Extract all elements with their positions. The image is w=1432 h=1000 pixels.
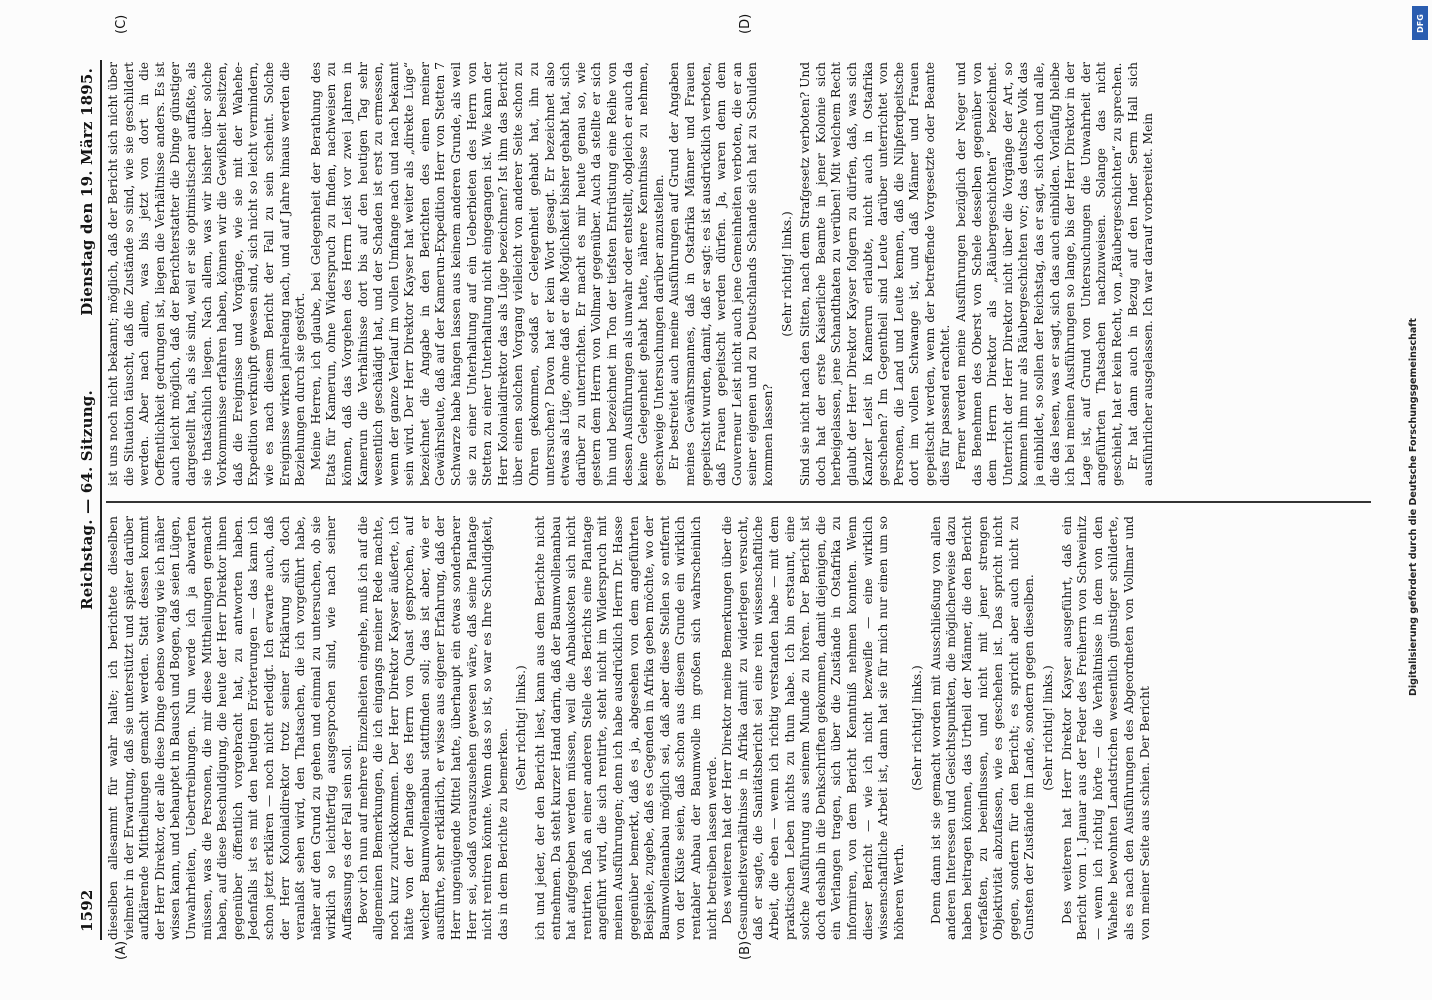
interjection: (Sehr richtig! links.) [779,211,794,337]
paragraph: Des weiteren hat der Herr Direktor meine Bemerkungen über die Gesundheitsverhältnisse in Afrika damit zu widerlegen versucht, daß er sagte, die Sanitätsbericht sei eine rein wissenschaftliche Arbeit, die eben — wenn ich richtig verstanden habe — mit dem praktischen Leben nichts zu thun habe. Ich bin erstaunt, eine solche Ausführung aus seinem Munde zu hören. Der Bericht ist doch deshalb in die Denkschriften gekommen, damit diejenigen, die ein Verlangen tragen, sich über die Zustände in Ostafrika zu informiren, von dem Bericht Kenntniß nehmen konnten. Wenn dieser Bericht — wie ich nicht bezweifle — eine wirklich wissenschaftliche Arbeit ist, dann hat sie für mich nur einen um so höheren Werth. [720,516,906,940]
paragraph: ich und jeder, der den Bericht liest, kann aus dem Berichte nicht entnehmen. Da steht kurzer Hand darin, daß der Baumwollenanbau hat aufgegeben werden müssen, weil die Anbaukosten sich nicht rentirten. Daß an einer anderen Stelle des Berichts eine Plantage angeführt wird, die sich rentirte, steht nicht im Widerspruch mit meinen Ausführungen; denn ich habe ausdrücklich Herrn Dr. Hasse gegenüber bemerkt, daß es ja, abgesehen von dem angeführten Beispiele, zugebe, daß es Gegenden in Afrika geben möchte, wo der Baumwollenanbau möglich sei, daß aber diese Stellen so entfernt von der Küste seien, daß schon aus diesem Grunde ein wirklich rentabler Anbau der Baumwolle im großen sich wahrscheinlich nicht betreiben lassen werde. [533,516,719,940]
paragraph: Meine Herren, ich glaube, bei Gelegenheit der Berathung des Etats für Kamerun, ohne Widerspruch zu finden, nachweisen zu können, daß das Vorgehen des Herrn Leist vor zwei Jahren in Kamerun die Verhältnisse dort bis auf den heutigen Tag sehr wesentlich geschädigt hat, und der Schaden ist erst zu ermessen, wenn der ganze Verlauf im vollen Umfange nach und nach bekannt sein wird. Der Herr Direktor Kayser hat weiter als „direkte Lüge“ bezeichnet die Angabe in den Berichten des einen meiner Gewährsleute, daß auf der Kamerun-Expedition Herr von Stetten 7 Schwarze habe hängen lassen aus keinem anderen Grunde, als weil sie zu einer Unterhaltung auf ein Ueberbieten des Herrn von Stetten zu einer Unterhaltung nicht eingegangen ist. Wie kann der Herr Kolonialdirektor das als Lüge bezeichnen? Ist ihm das Bericht über einen solchen Vorgang vielleicht von anderer Seite schon zu Ohren gekommen, sodaß er Gelegenheit gehabt hat, ihn zu untersuchen? Davon hat er kein Wort gesagt. Er bezeichnet also etwas als Lüge, ohne daß er die Möglichkeit bisher gehabt hat, sich darüber zu unterrichten. Er macht es mir heute genau so, wie gestern dem Herrn von Vollmar gegenüber. Auch da stellte er sich hin und bezeichnet im Ton der tiefsten Entrüstung eine Reihe von dessen Ausführungen als unwahr oder entstellt, obgleich er auch da keine Gelegenheit gehabt hatte, nähere Kenntnisse zu nehmen, geschweige Untersuchungen darüber anzustellen. [308,62,666,486]
right-column [106,62,1366,486]
paragraph: dieselben allesammt für wahr halte; ich berichtete dieselben vielmehr in der Erwartung, daß sie unterstützt und später darüber aufklärende Mittheilungen gemacht werden. Statt dessen kommt der Herr Direktor, der alle diese Dinge ebenso wenig wie ich näher wissen kann, und behauptet in Bausch und Bogen, daß seien Lügen, Unwahrheiten, Uebertreibungen. Nun werde ich ja abwarten müssen, was die Personen, die mir diese Mittheilungen gemacht haben, auf diese Beschuldigung, die heute der Herr Direktor ihnen gegenüber öffentlich vorgebracht hat, zu antworten haben. Jedenfalls ist es mit den heutigen Erörterungen — das kann ich schon jetzt erklären — noch nicht erledigt. Ich erwarte auch, daß der Herr Kolonialdirektor trotz seiner Erklärung sich doch veranlaßt sehen wird, den Thatsachen, die ich vorgeführt habe, näher auf den Grund zu gehen und einmal zu untersuchen, ob sie wirklich so leichtfertig ausgesprochen sind, wie nach seiner Auffassung es der Fall sein soll. [106,516,354,940]
paragraph: Ferner werden meine Ausführungen bezüglich der Neger und das Benehmen des Oberst von Schele desselben gegenüber von dem Herrn Direktor als „Räubergeschichten“ bezeichnet. Unterricht der Herr Direktor nicht über die Vorgänge der Art, so kommen ihm nur als Räubergeschichten vor; das deutsche Volk das ja einbildet, so sollen der Reichstag, das er sagt, sich doch und alle, die das lesen, was er sagt, sich das auch einbilden. Vorläufig bleibe ich bei meinen Ausführungen so lange, bis der Herr Direktor in der Lage ist, auf Grund von Untersuchungen die Unwahrheit der angeführten Thatsachen nachzuweisen. Solange das nicht geschieht, hat er kein Recht, von „Räubergeschichten“ zu sprechen. [954,62,1124,486]
session-title: Reichstag. — 64. Sitzung. [78,390,96,610]
digitization-credit: Digitalisierung gefördert durch die Deutsche Forschungsgemeinschaft [1408,318,1419,696]
paragraph: Er hat dann auch in Bezug auf den Inder Serm Hall sich ausführlicher ausgelassen. Ich war darauf vorbereitet. Mein [1125,62,1156,486]
interjection: (Sehr richtig! links.) [910,665,925,791]
running-header [78,60,102,940]
page-number: 1592 [78,889,96,932]
session-date: Dienstag den 19. März 1895. [78,68,96,316]
paragraph: Er bestreitet auch meine Ausführungen auf Grund der Angaben meines Gewährsmannes, daß in Ostafrika Männer und Frauen gepeitscht wurden, damit, daß er sagt: es ist ausdrücklich verboten, daß Frauen gepeitscht werden dürfen. Ja, waren denn dem Gouverneur Leist nicht auch jene Gemeinheiten verboten, die er an seiner eigenen und zu Deutschlands Schande sich hat zu Schulden kommen lassen? [667,62,775,486]
column-divider [106,502,1371,504]
margin-marker-b: (B) [738,940,753,960]
margin-marker-c: (C) [114,14,129,34]
margin-marker-a: (A) [114,940,129,960]
paragraph: Denn dann ist sie gemacht worden mit Ausschließung von allen anderen Interessen und Gesichtspunkten, die möglicherweise dazu haben beitragen können, das Urtheil der Männer, die den Bericht verfaßten, zu beeinflussen, und nicht mit jener strengen Objektivität abzufassen, wie es geschehen ist. Das spricht nicht gegen, sondern für den Bericht; es spricht aber auch nicht zu Gunsten der Zustände im Lande, sondern gegen dieselben. [928,516,1037,940]
interjection: (Sehr richtig! links.) [1041,665,1056,791]
dfg-logo-text: DFG [1415,13,1425,33]
paragraph: Sind sie nicht nach den Sitten, nach dem Strafgesetz verboten? Und doch hat der erste Kaiserliche Beamte in jener Kolonie sich herbeigelassen, jene Schandthaten zu verüben! Mit welchem Recht glaubt der Herr Direktor Kayser folgern zu dürfen, daß, was sich Kanzler Leist in Kamerun erlaubte, nicht auch in Ostafrika geschehen? Im Gegentheil sind Leute darüber unterrichtet von Personen, die Land und Leute kennen, daß die Nilpferdpeitsche dort im vollen Schwange ist, und daß Männer und Frauen gepeitscht werden, wenn der betreffende Vorgesetzte oder Beamte dies für passend erachtet. [798,62,953,486]
left-column [106,516,1366,940]
paragraph: ist uns noch nicht bekannt; möglich, daß der Bericht sich nicht über die Situation täuscht, daß die Zustände so sind, wie sie geschildert werden. Aber nach allem, was bis jetzt von dort in die Oeffentlichkeit gedrungen ist, liegen die Verhältnisse anders. Es ist auch leicht möglich, daß der Berichterstatter die Dinge günstiger dargestellt hat, als sie sind, weil er sie optimistischer auffaßte, als sie thatsächlich liegen. Nach allem, was wir bisher über solche Vorkommnisse erfahren haben, können wir die Gewißheit besitzen, daß die Ereignisse und Vorgänge, wie sie mit der Wahehe-Expedition verknüpft gewesen sind, sich nicht so leicht vermindern, wie es nach diesem Bericht der Fall zu sein scheint. Solche Ereignisse wirken jahrelang nach, und auf Jahre hinaus werden die Beziehungen durch sie gestört. [106,62,308,486]
margin-marker-d: (D) [738,13,753,34]
paragraph: Des weiteren hat Herr Direktor Kayser ausgeführt, daß ein Bericht vom 1. Januar aus der Feder des Freiherrn von Schweinitz — wenn ich richtig hörte — die Verhältnisse in dem von den Wahehe bewohnten Landstrichen wesentlich günstiger schilderte, als es nach den Ausführungen des Abgeordneten von Vollmar und von meiner Seite aus schien. Der Bericht [1059,516,1152,940]
paragraph: Bevor ich nun auf mehrere Einzelheiten eingehe, muß ich auf die allgemeinen Bemerkungen, die ich eingangs meiner Rede machte, noch kurz zurückkommen. Der Herr Direktor Kayser äußerte, ich hätte von der Plantage des Herrn von Quast gesprochen, auf welcher Baumwollenanbau stattfinden soll; das ist aber, wie er ausführte, sehr erklärlich, er wisse aus eigener Erfahrung, daß der Herr ungenügende Mittel hatte, überhaupt ein etwas sonderbarer Herr sei, sodaß vorauszusehen gewesen wäre, daß seine Plantage nicht rentiren könnte. Wenn das so ist, so war es Ihre Schuldigkeit, das in dem Berichte zu bemerken. [355,516,510,940]
interjection: (Sehr richtig! links.) [514,665,529,791]
